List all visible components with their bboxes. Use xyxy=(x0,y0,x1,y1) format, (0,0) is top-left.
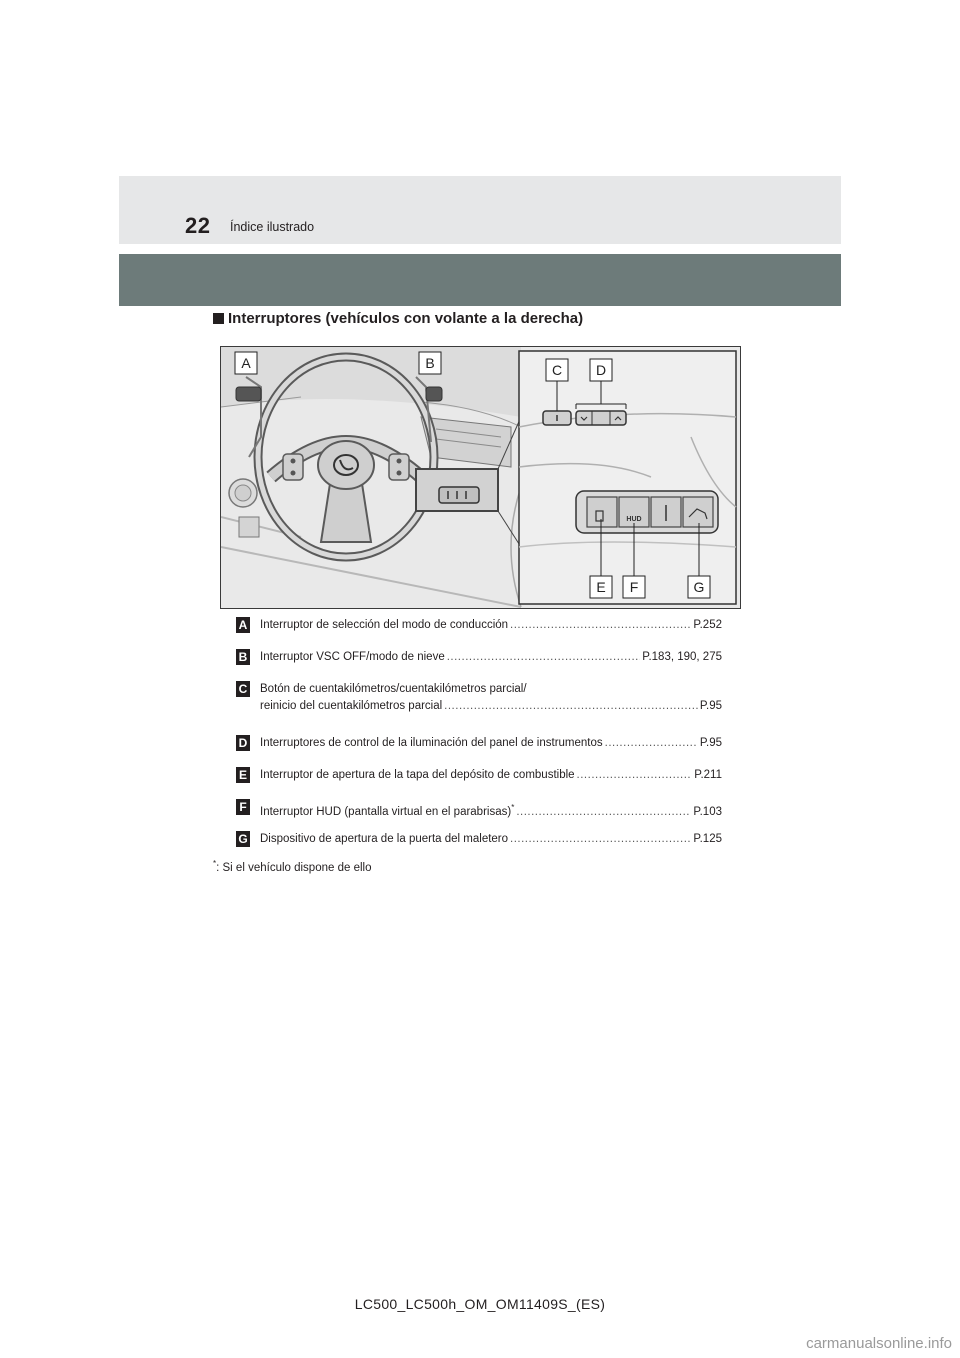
legend-item-b xyxy=(236,648,722,680)
letter-badge: G xyxy=(236,831,250,847)
callout-e: E xyxy=(596,579,606,595)
letter-badge: D xyxy=(236,735,250,751)
page-reference[interactable]: P.95 xyxy=(699,700,722,712)
legend-text: Interruptor de selección del modo de conducción xyxy=(260,619,509,631)
letter-badge: C xyxy=(236,681,250,697)
page-reference[interactable]: P.95 xyxy=(699,737,722,749)
legend-list xyxy=(236,616,722,858)
legend-item-f xyxy=(236,798,722,830)
dot-leader xyxy=(510,617,691,634)
callout-d: D xyxy=(595,362,607,378)
subheading xyxy=(213,310,583,327)
callout-a: A xyxy=(241,355,251,371)
callout-f: F xyxy=(629,579,639,595)
subheading-text: Interruptores (vehículos con volante a la derecha) xyxy=(228,310,584,327)
callout-b: B xyxy=(425,355,435,371)
square-bullet-icon xyxy=(213,313,224,324)
letter-badge: F xyxy=(236,799,250,815)
dot-leader xyxy=(605,735,698,752)
dot-leader xyxy=(447,649,641,666)
dot-leader xyxy=(577,767,693,784)
page-reference[interactable]: P.252 xyxy=(693,619,722,631)
footnote-text: : Si el vehículo dispone de ello xyxy=(216,861,372,874)
legend-item-a xyxy=(236,616,722,648)
section-band xyxy=(119,254,841,306)
document-code: LC500_LC500h_OM_OM11409S_(ES) xyxy=(354,1296,606,1312)
page-number: 22 xyxy=(185,213,211,238)
dot-leader xyxy=(444,698,698,715)
legend-text: Interruptor VSC OFF/modo de nieve xyxy=(260,651,445,663)
footnote-asterisk: * xyxy=(213,859,217,868)
legend-text xyxy=(260,799,514,821)
watermark: carmanualsonline.info xyxy=(806,1335,952,1352)
legend-text: reinicio del cuentakilómetros parcial xyxy=(260,700,443,712)
switches-illustration xyxy=(220,346,741,609)
letter-badge: E xyxy=(236,767,250,783)
legend-text: Interruptor de apertura de la tapa del depósito de combustible xyxy=(260,769,575,781)
header-band xyxy=(119,176,841,244)
dashboard-drawing xyxy=(221,347,740,608)
section-title: Índice ilustrado xyxy=(230,220,315,234)
legend-text-line1: Botón de cuentakilómetros/cuentakilómetros parcial/ xyxy=(260,683,527,695)
page-reference[interactable]: P.211 xyxy=(694,769,722,781)
footnote xyxy=(213,859,371,874)
legend-item-e xyxy=(236,766,722,798)
legend-item-c xyxy=(236,680,722,734)
page-reference[interactable]: P.183, 190, 275 xyxy=(642,651,722,663)
page-reference[interactable]: P.125 xyxy=(693,833,722,845)
legend-item-g xyxy=(236,830,722,858)
footnote-marker: * xyxy=(511,803,515,812)
legend-text: Dispositivo de apertura de la puerta del maletero xyxy=(260,833,509,845)
letter-badge: B xyxy=(236,649,250,665)
legend-text-main: Interruptor HUD (pantalla virtual en el parabrisas) xyxy=(260,805,512,818)
dot-leader xyxy=(516,804,691,821)
letter-badge: A xyxy=(236,617,250,633)
callout-c: C xyxy=(551,362,563,378)
page-reference[interactable]: P.103 xyxy=(693,805,722,818)
callout-g: G xyxy=(693,579,705,595)
legend-text: Interruptores de control de la iluminación del panel de instrumentos xyxy=(260,737,603,749)
hud-button-label: HUD xyxy=(626,516,642,523)
legend-item-d xyxy=(236,734,722,766)
dot-leader xyxy=(510,831,691,848)
